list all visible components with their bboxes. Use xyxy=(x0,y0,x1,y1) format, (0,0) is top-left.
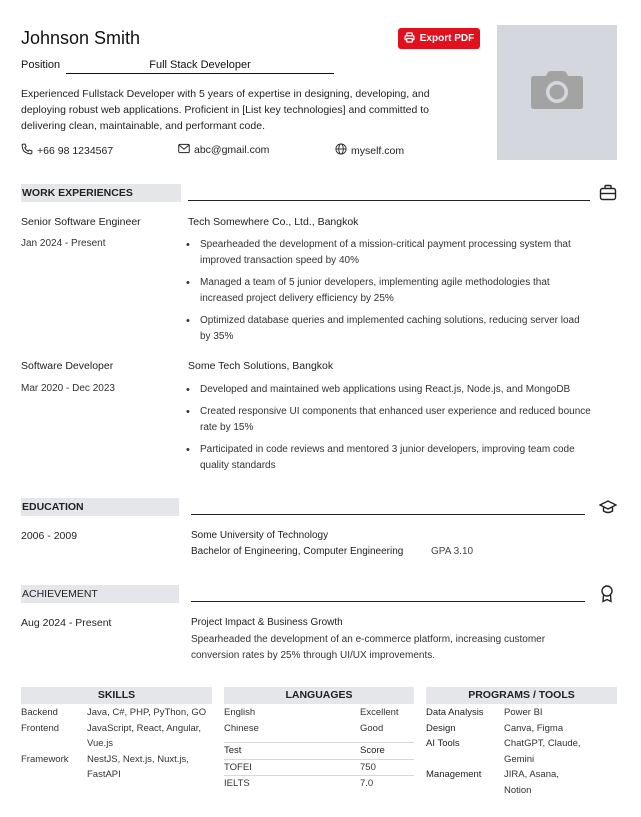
tool-category: Data Analysis xyxy=(426,707,484,718)
work-dates: Mar 2020 - Dec 2023 xyxy=(21,383,115,394)
language-row xyxy=(224,705,414,721)
tools-box xyxy=(426,687,617,798)
globe-icon xyxy=(335,143,347,158)
test-score: 7.0 xyxy=(360,778,374,789)
languages-box xyxy=(224,687,414,792)
work-bullets xyxy=(188,237,588,351)
test-header-label: Test xyxy=(224,745,242,756)
section-title-achievement: ACHIEVEMENT xyxy=(21,585,179,603)
test-header-row xyxy=(224,742,414,759)
tool-row xyxy=(426,767,617,798)
language-level: Good xyxy=(360,722,384,734)
language-name: English xyxy=(224,707,256,718)
tool-values: JIRA, Asana, Notion xyxy=(504,769,559,796)
test-row xyxy=(224,759,414,776)
position-value[interactable]: Full Stack Developer xyxy=(149,59,251,71)
test-header-score: Score xyxy=(360,745,385,756)
skill-category: Backend xyxy=(21,707,58,718)
export-pdf-button[interactable] xyxy=(398,28,480,49)
work-bullet: • Participated in code reviews and mentored 3 junior developers, improving team code quality standards xyxy=(188,442,598,474)
award-icon xyxy=(600,585,618,603)
export-pdf-label: Export PDF xyxy=(419,33,475,44)
phone-icon xyxy=(21,143,33,158)
language-row xyxy=(224,721,414,737)
work-role: Software Developer xyxy=(21,360,114,372)
skill-category: Frontend xyxy=(21,722,60,734)
work-bullet: • Optimized database queries and implemented caching solutions, reducing server load by 35% xyxy=(188,313,588,345)
language-level: Excellent xyxy=(360,707,399,718)
languages-title: LANGUAGES xyxy=(224,687,414,704)
section-divider-education xyxy=(191,514,585,515)
tool-row xyxy=(426,705,617,721)
tool-category: Management xyxy=(426,769,482,780)
tool-row xyxy=(426,736,617,767)
mail-icon xyxy=(178,143,190,157)
work-company: Tech Somewhere Co., Ltd., Bangkok xyxy=(188,216,359,228)
tool-row xyxy=(426,721,617,737)
education-degree: Bachelor of Engineering, Computer Engineering xyxy=(191,546,404,557)
test-name: TOFEI xyxy=(224,761,252,773)
profile-summary: Experienced Fullstack Developer with 5 years of expertise in designing, developing, and deploying robust web applications. Proficient in [List key technologies] and committed to delivering clean, maintainable, and performant code. xyxy=(21,88,430,132)
profile-photo-placeholder[interactable] xyxy=(497,25,617,160)
education-dates: 2006 - 2009 xyxy=(21,530,78,542)
phone-number: +66 98 1234567 xyxy=(37,144,114,157)
test-score: 750 xyxy=(360,761,376,773)
skills-box xyxy=(21,687,212,783)
section-title-work: WORK EXPERIENCES xyxy=(21,184,181,202)
work-dates: Jan 2024 - Present xyxy=(21,238,106,249)
skills-row xyxy=(21,705,212,721)
candidate-name: Johnson Smith xyxy=(21,28,141,48)
position-underline xyxy=(66,73,334,74)
test-name: IELTS xyxy=(224,778,250,789)
work-bullet: • Developed and maintained web applications using React.js, Node.js, and MongoDB xyxy=(188,382,598,398)
tool-category: AI Tools xyxy=(426,738,460,749)
skill-values: JavaScript, React, Angular, Vue.js xyxy=(87,722,202,749)
printer-icon xyxy=(404,32,415,46)
contact-phone xyxy=(21,143,113,158)
section-title-education: EDUCATION xyxy=(21,498,179,516)
website-url[interactable]: myself.com xyxy=(351,144,405,157)
skills-row xyxy=(21,721,212,752)
skills-row xyxy=(21,752,212,783)
skill-values: Java, C#, PHP, PyThon, GO xyxy=(87,707,207,718)
tools-title: PROGRAMS / TOOLS xyxy=(426,687,617,704)
position-label: Position xyxy=(21,59,61,71)
section-divider-achievement xyxy=(191,601,585,602)
tool-values: Canva, Figma xyxy=(504,722,564,734)
tool-values: Power BI xyxy=(504,707,543,718)
work-role: Senior Software Engineer xyxy=(21,216,141,228)
work-bullet: • Spearheaded the development of a mission-critical payment processing system that improved transaction speed by 40% xyxy=(188,237,588,269)
camera-icon xyxy=(530,70,584,115)
test-row xyxy=(224,775,414,792)
tool-category: Design xyxy=(426,722,456,734)
achievement-headline: Project Impact & Business Growth xyxy=(191,617,343,628)
tool-values: ChatGPT, Claude, Gemini xyxy=(504,738,581,765)
achievement-description: Spearheaded the development of an e-commerce platform, increasing customer conversion rates by 25% through UI/UX improvements. xyxy=(191,634,546,661)
contact-website xyxy=(335,143,404,158)
graduation-cap-icon xyxy=(599,499,617,517)
language-name: Chinese xyxy=(224,722,259,734)
section-divider-work xyxy=(188,200,590,201)
briefcase-icon xyxy=(599,184,617,202)
education-school: Some University of Technology xyxy=(191,530,329,541)
skill-category: Framework xyxy=(21,753,69,765)
achievement-dates: Aug 2024 - Present xyxy=(21,617,112,629)
work-bullets xyxy=(188,382,598,480)
education-gpa: GPA 3.10 xyxy=(431,546,474,557)
work-bullet: • Managed a team of 5 junior developers, implementing agile methodologies that increased project delivery efficiency by 25% xyxy=(188,275,588,307)
work-company: Some Tech Solutions, Bangkok xyxy=(188,360,334,372)
email-address[interactable]: abc@gmail.com xyxy=(194,144,270,156)
skills-title: SKILLS xyxy=(21,687,212,704)
skill-values: NestJS, Next.js, Nuxt.js, FastAPI xyxy=(87,753,189,780)
work-bullet: • Created responsive UI components that enhanced user experience and reduced bounce rate by 15% xyxy=(188,404,598,436)
contact-email xyxy=(178,143,269,157)
